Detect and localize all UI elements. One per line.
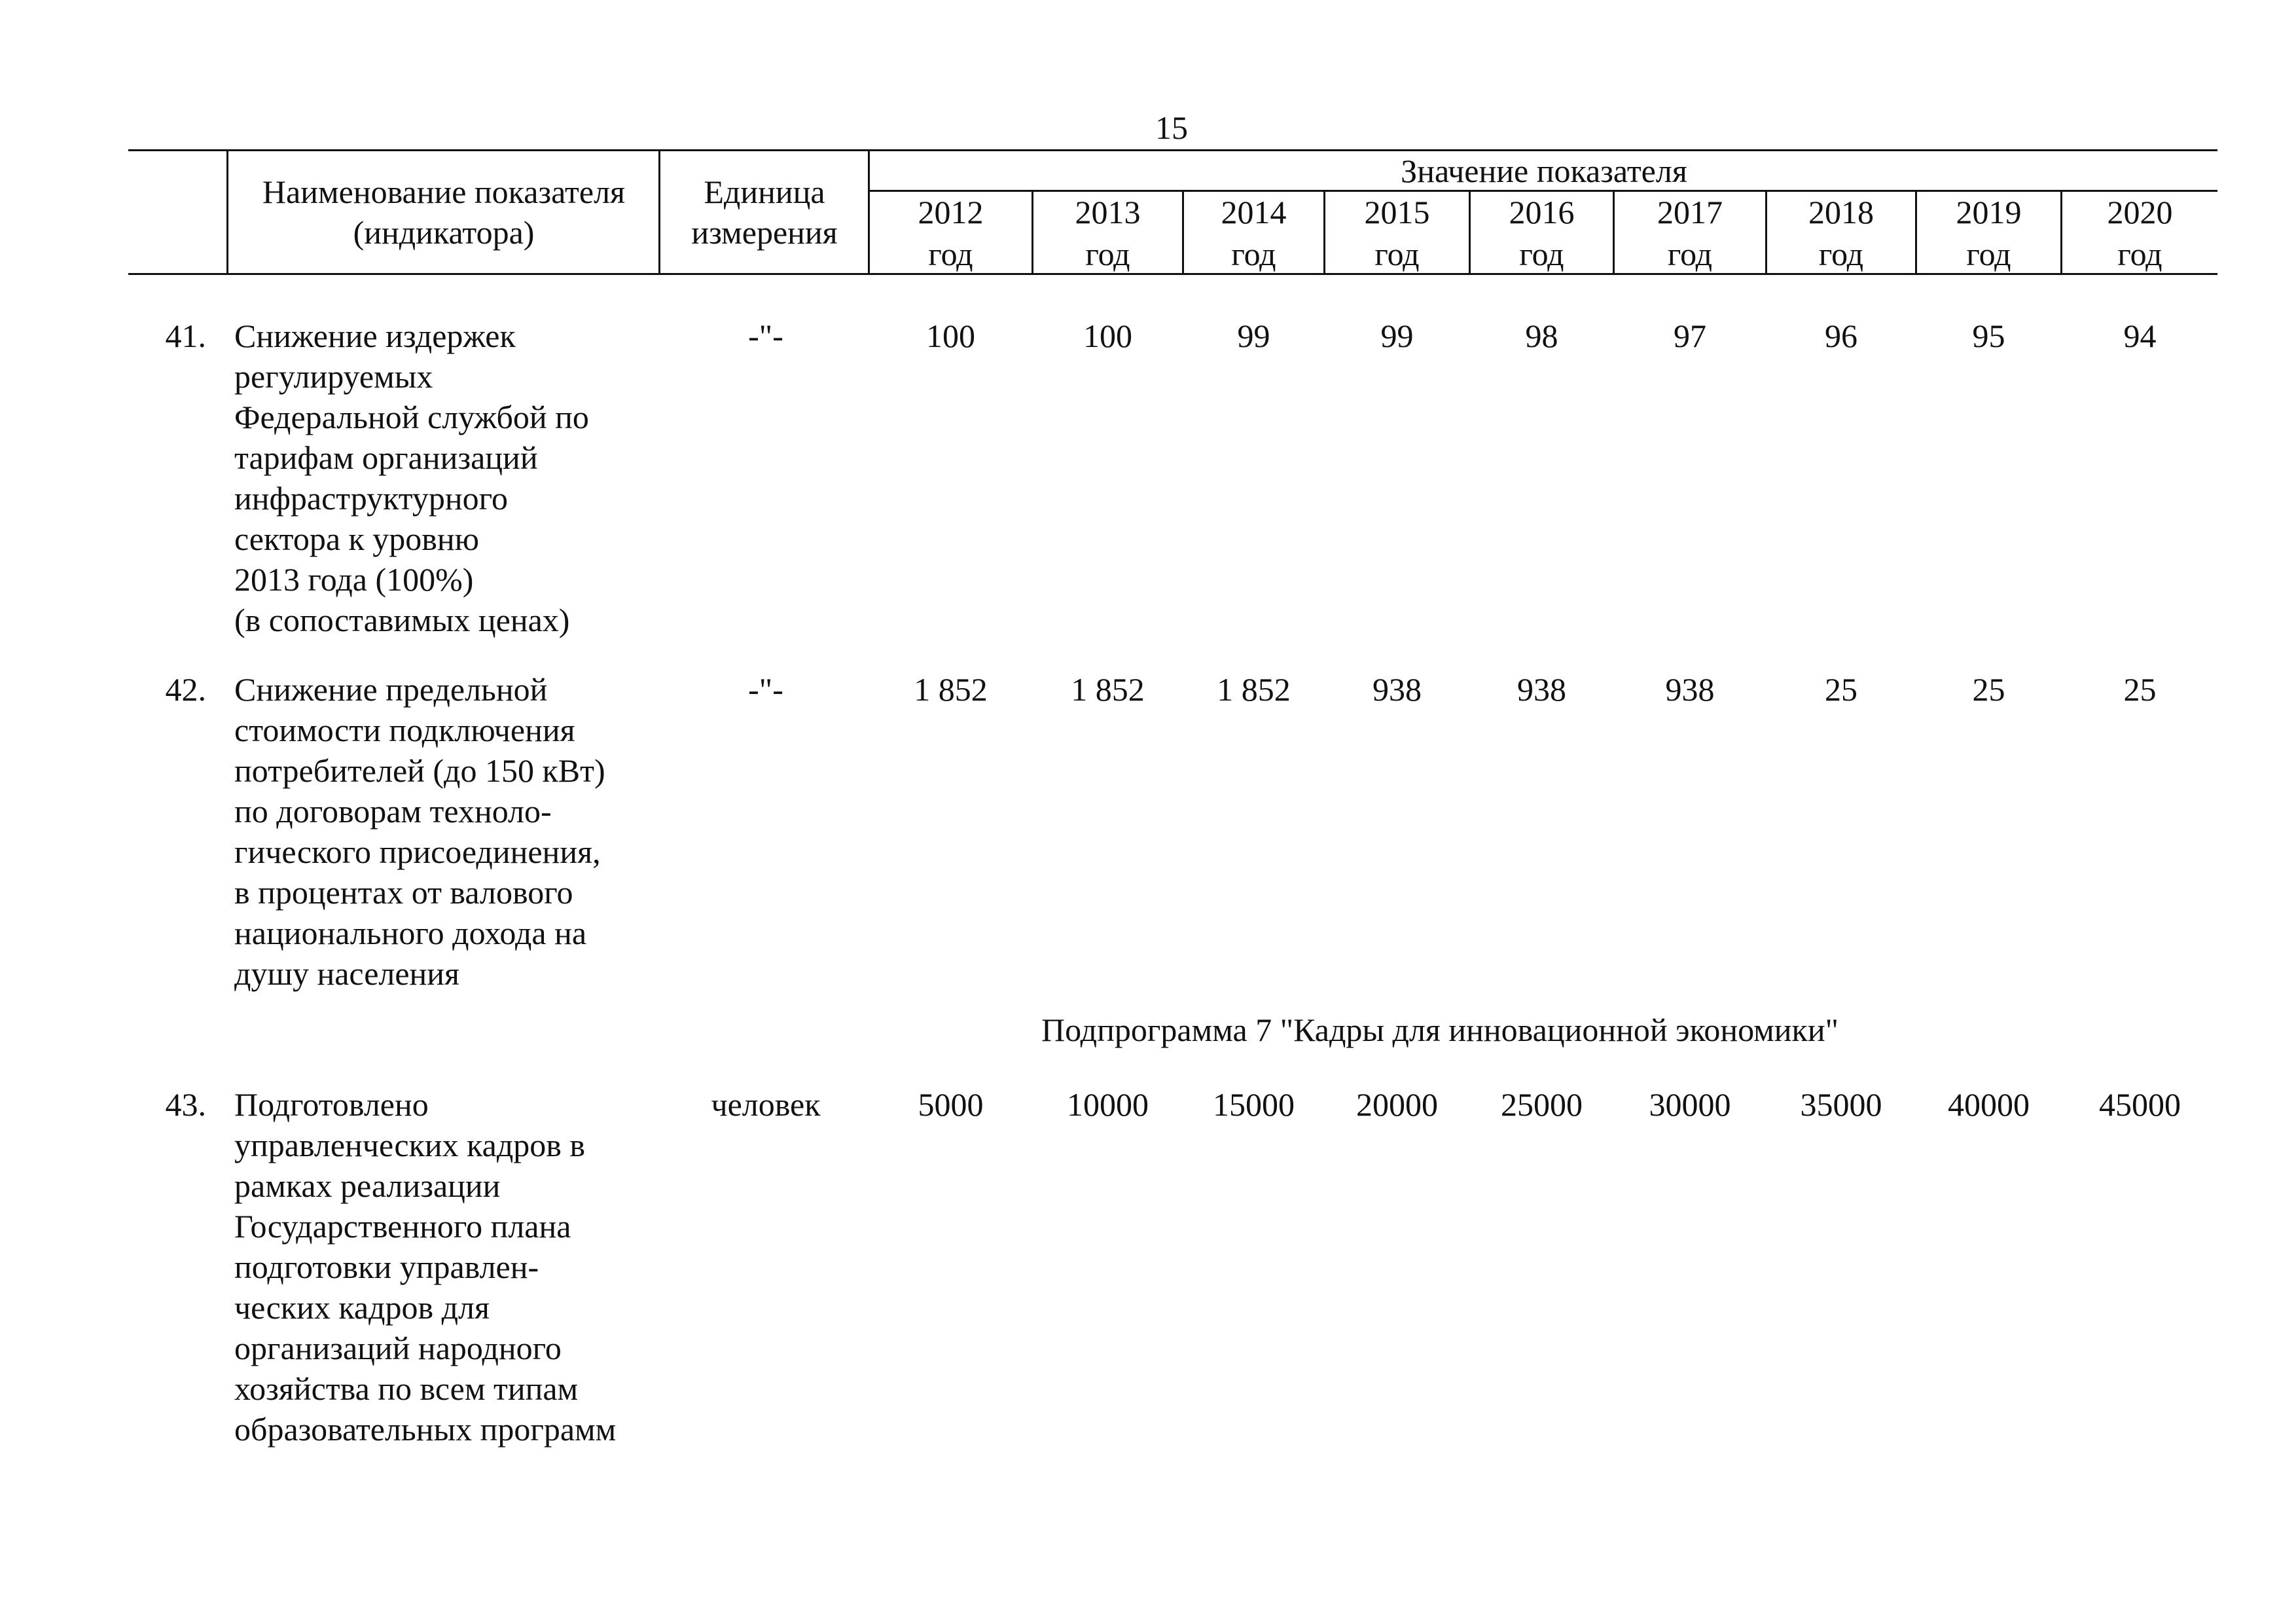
header-unit-line1: Единица (704, 173, 825, 210)
value-2016: 25000 (1501, 1086, 1583, 1123)
column-divider (658, 149, 660, 275)
year-header-2016 (1471, 191, 1613, 275)
value-2012: 5000 (918, 1086, 984, 1123)
row-unit: -"- (748, 671, 783, 708)
row-number: 43. (165, 1086, 206, 1123)
year-suffix: год (928, 236, 973, 272)
year-label: 2013 (1075, 194, 1141, 230)
row-number: 41. (165, 318, 206, 354)
value-2020: 45000 (2099, 1086, 2181, 1123)
year-suffix: год (1519, 236, 1564, 272)
row-indicator-name: Снижение предельной стоимости подключения потребителей (до 150 кВт) по договорам техноло- гического присоединения, в процентах от валового национального дохода на душу населения (234, 671, 605, 992)
value-2020: 25 (2123, 671, 2157, 708)
year-suffix: год (2117, 236, 2162, 272)
header-name-line2: (индикатора) (353, 214, 535, 251)
value-2018: 25 (1825, 671, 1857, 708)
value-2014: 1 852 (1217, 671, 1291, 708)
value-2019: 95 (1972, 318, 2005, 354)
row-unit: -"- (748, 318, 783, 354)
value-2014: 15000 (1213, 1086, 1295, 1123)
value-2017: 30000 (1649, 1086, 1731, 1123)
year-label: 2019 (1956, 194, 2022, 230)
year-suffix: год (1231, 236, 1276, 272)
column-divider (226, 149, 228, 275)
value-2013: 10000 (1067, 1086, 1149, 1123)
year-header-2019 (1917, 191, 2060, 275)
year-label: 2017 (1657, 194, 1723, 230)
subprogram-heading: Подпрограмма 7 "Кадры для инновационной экономики" (1041, 1012, 1839, 1048)
value-2017: 97 (1674, 318, 1706, 354)
value-2015: 99 (1380, 318, 1414, 354)
year-header-2017 (1615, 191, 1765, 275)
year-header-2013 (1033, 191, 1182, 275)
header-name-line1: Наименование показателя (262, 173, 626, 210)
year-suffix: год (1374, 236, 1420, 272)
value-2013: 100 (1083, 318, 1132, 354)
header-name-column (229, 172, 658, 253)
year-suffix: год (1818, 236, 1864, 272)
value-2012: 1 852 (914, 671, 988, 708)
year-header-2014 (1184, 191, 1323, 275)
year-label: 2015 (1364, 194, 1430, 230)
row-indicator-name: Снижение издержек регулируемых Федеральной службой по тарифам организаций инфраструктурного сектора к уровню 2013 года (100%) (в сопоставимых ценах) (234, 318, 589, 638)
year-suffix: год (1085, 236, 1130, 272)
value-2016: 98 (1525, 318, 1558, 354)
year-label: 2012 (918, 194, 984, 230)
value-2015: 938 (1372, 671, 1422, 708)
year-label: 2020 (2107, 194, 2173, 230)
year-header-2015 (1325, 191, 1469, 275)
value-2017: 938 (1665, 671, 1715, 708)
year-label: 2014 (1221, 194, 1287, 230)
year-label: 2016 (1509, 194, 1575, 230)
value-2014: 99 (1237, 318, 1270, 354)
year-label: 2018 (1808, 194, 1874, 230)
year-header-2012 (870, 191, 1031, 275)
value-2019: 25 (1972, 671, 2005, 708)
year-suffix: год (1667, 236, 1713, 272)
value-2020: 94 (2123, 318, 2157, 354)
value-2019: 40000 (1948, 1086, 2030, 1123)
value-2013: 1 852 (1071, 671, 1145, 708)
year-header-2020 (2062, 191, 2217, 275)
value-2016: 938 (1517, 671, 1566, 708)
year-suffix: год (1966, 236, 2011, 272)
value-2015: 20000 (1356, 1086, 1438, 1123)
header-unit-line2: измерения (691, 214, 838, 251)
page-number: 15 (1155, 109, 1188, 146)
value-2018: 96 (1825, 318, 1857, 354)
header-value-title: Значение показателя (1401, 153, 1687, 189)
year-header-2018 (1767, 191, 1915, 275)
row-indicator-name: Подготовлено управленческих кадров в рамках реализации Государственного плана подготовки управлен- ческих кадров для организаций народного хозяйства по всем типам образовательных программ (234, 1086, 617, 1448)
value-2012: 100 (926, 318, 975, 354)
header-unit-column (661, 172, 868, 253)
row-unit: человек (711, 1086, 821, 1123)
value-2018: 35000 (1800, 1086, 1882, 1123)
row-number: 42. (165, 671, 206, 708)
